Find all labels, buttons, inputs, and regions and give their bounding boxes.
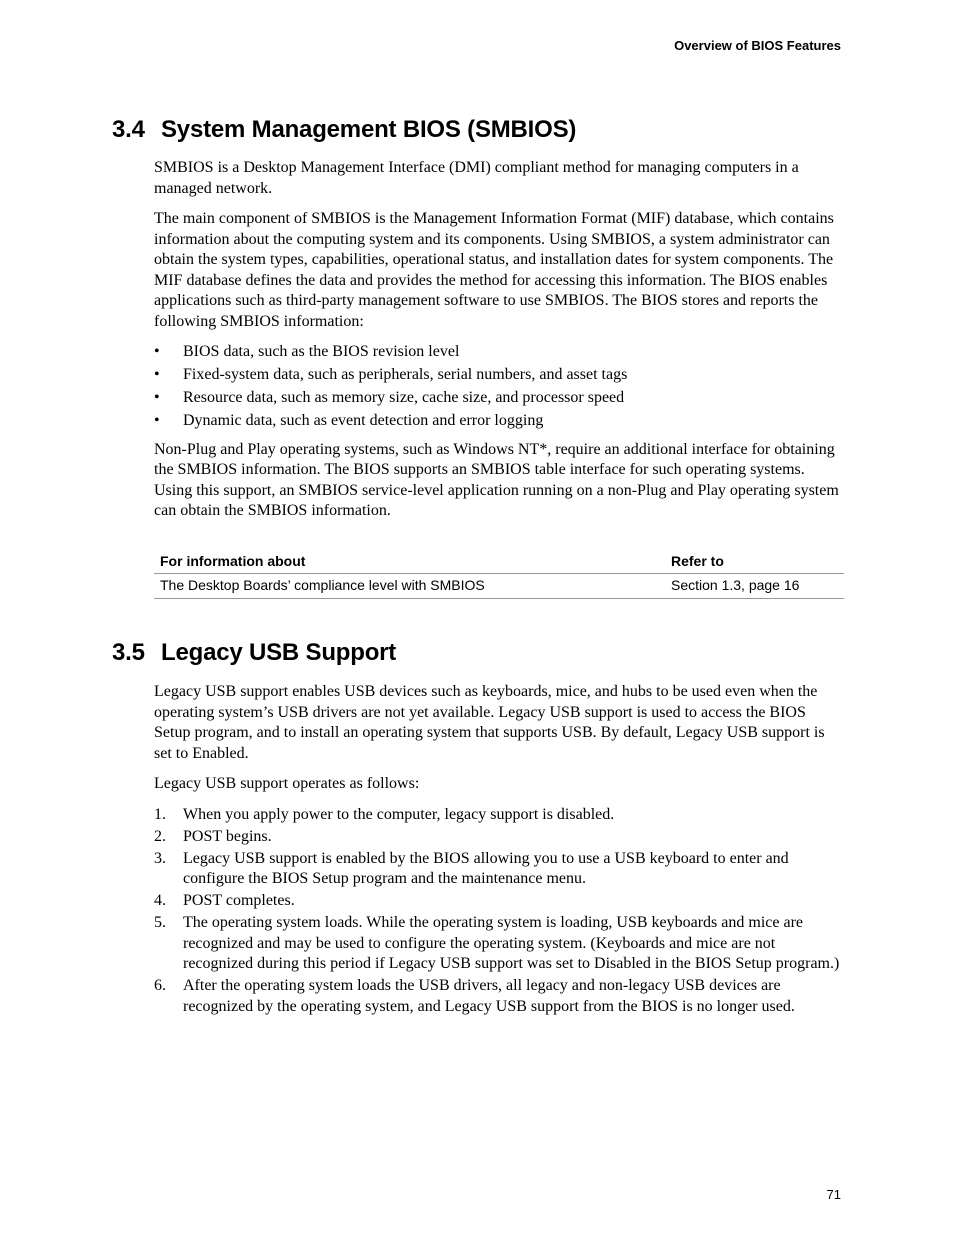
step-number: 6. [154, 977, 166, 994]
paragraph: The main component of SMBIOS is the Management Information Format (MIF) database, which contains information about the computing system and its components. Using SMBIOS, a system administrator can obtain the system types, capabilities, operational status, and installation dates for system components. The MIF database defines the data and provides the method for accessing this information. The BIOS enables applications such as third-party management software to use SMBIOS. The BIOS stores and reports the following SMBIOS information: [154, 210, 834, 330]
list-item [154, 891, 842, 912]
step-text: When you apply power to the computer, legacy support is disabled. [183, 805, 615, 823]
step-text: POST completes. [183, 892, 295, 909]
bullet-marker: • [154, 412, 160, 429]
list-item [154, 827, 842, 848]
table-cell: Section 1.3, page 16 [665, 574, 844, 599]
step-text: POST begins. [183, 827, 272, 845]
list-item [154, 913, 842, 975]
paragraph: SMBIOS is a Desktop Management Interface (DMI) compliant method for managing computers in a managed network. [154, 159, 799, 197]
section-heading-smbios [112, 116, 576, 144]
bullet-marker: • [154, 389, 160, 406]
column-header: For information about [154, 550, 665, 574]
table-row [154, 574, 844, 599]
column-header: Refer to [665, 550, 844, 574]
list-item [154, 976, 842, 1017]
list-item-text: Fixed-system data, such as peripherals, serial numbers, and asset tags [183, 366, 628, 383]
page-number: 71 [826, 1187, 841, 1202]
reference-table [154, 550, 844, 599]
section-heading-legacy-usb [112, 639, 396, 667]
legacy-usb-steps [154, 805, 842, 1018]
list-item-text: BIOS data, such as the BIOS revision level [183, 343, 460, 360]
list-item [154, 365, 842, 386]
list-item-text: Resource data, such as memory size, cache size, and processor speed [183, 389, 625, 406]
table-header-row [154, 550, 844, 574]
list-item [154, 411, 842, 432]
section-number: 3.4 [112, 116, 145, 143]
smbios-info-list [154, 342, 842, 432]
list-item-text: Dynamic data, such as event detection and error logging [183, 412, 544, 429]
list-item [154, 388, 842, 409]
step-number: 2. [154, 827, 166, 845]
step-text: After the operating system loads the USB drivers, all legacy and non-legacy USB devices are recognized by the operating system, and Legacy USB support from the BIOS is no longer used. [183, 977, 795, 1015]
section-title-text: Legacy USB Support [161, 639, 397, 666]
bullet-marker: • [154, 366, 160, 383]
running-header: Overview of BIOS Features [674, 38, 841, 53]
list-item [154, 805, 842, 826]
paragraph: Non-Plug and Play operating systems, such as Windows NT*, require an additional interface for obtaining the SMBIOS information. The BIOS supports an SMBIOS table interface for such operating systems. Using this support, an SMBIOS service-level application running on a non-Plug and Play operating system can obtain the SMBIOS information. [154, 440, 839, 519]
step-text: The operating system loads. While the operating system is loading, USB keyboards and mice are recognized and may be used to configure the operating system. (Keyboards and mice are not recognized during this period if Legacy USB support was set to Disabled in the BIOS Setup program.) [183, 914, 840, 972]
smbios-body [154, 158, 842, 532]
section-title-text: System Management BIOS (SMBIOS) [161, 116, 577, 143]
step-number: 1. [154, 805, 166, 823]
step-number: 3. [154, 849, 166, 867]
legacy-usb-body [154, 682, 842, 1019]
step-number: 4. [154, 892, 166, 909]
list-item [154, 342, 842, 363]
paragraph: Legacy USB support operates as follows: [154, 775, 420, 792]
bullet-marker: • [154, 343, 160, 360]
list-item [154, 849, 842, 890]
table-cell: The Desktop Boards’ compliance level with SMBIOS [154, 574, 665, 599]
step-text: Legacy USB support is enabled by the BIOS allowing you to use a USB keyboard to enter and configure the BIOS Setup program and the maintenance menu. [183, 849, 789, 887]
step-number: 5. [154, 914, 166, 931]
paragraph: Legacy USB support enables USB devices such as keyboards, mice, and hubs to be used even when the operating system’s USB drivers are not yet available. Legacy USB support is used to access the BIOS Setup program, and to install an operating system that supports USB. By default, Legacy USB support is set to Enabled. [154, 683, 825, 762]
section-number: 3.5 [112, 639, 145, 666]
